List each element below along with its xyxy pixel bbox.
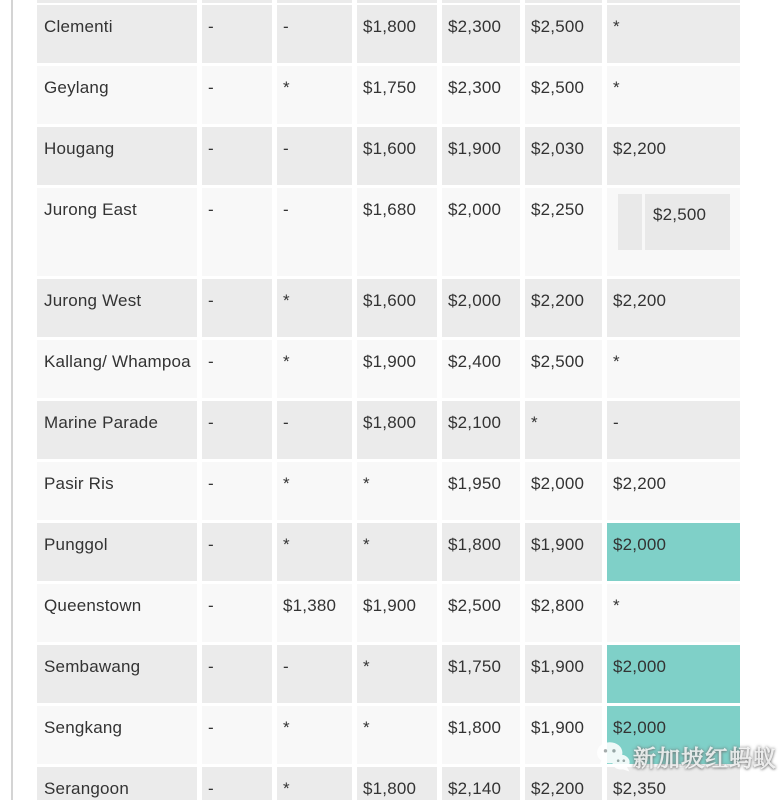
value-cell: $1,750 <box>442 645 520 703</box>
value-cell: $1,600 <box>357 127 437 185</box>
value-cell: - <box>202 188 272 276</box>
value-cell: * <box>607 584 740 642</box>
value-cell: $1,800 <box>357 5 437 63</box>
partial-row-top <box>37 0 740 3</box>
value-cell: $1,800 <box>357 767 437 800</box>
value-cell: $2,200 <box>607 462 740 520</box>
overlay-popup-spacer <box>618 194 642 250</box>
value-cell: $2,140 <box>442 767 520 800</box>
value-cell: $1,680 <box>357 188 437 276</box>
table-row <box>37 188 740 276</box>
value-cell: $1,380 <box>277 584 352 642</box>
value-cell: $2,200 <box>607 127 740 185</box>
table-row <box>37 401 740 459</box>
value-cell: $2,000 <box>525 462 602 520</box>
value-cell: $1,800 <box>442 706 520 764</box>
value-cell: - <box>202 584 272 642</box>
value-cell: $2,000 <box>607 523 740 581</box>
value-cell: $1,900 <box>525 706 602 764</box>
overlay-popup-label: $2,500 <box>645 194 730 250</box>
value-cell: - <box>202 340 272 398</box>
partial-cell <box>442 0 520 3</box>
value-cell: $1,900 <box>357 340 437 398</box>
value-cell: $1,600 <box>357 279 437 337</box>
value-cell: $2,200 <box>525 767 602 800</box>
town-cell: Jurong East <box>37 188 197 276</box>
value-cell: * <box>607 5 740 63</box>
partial-cell <box>202 0 272 3</box>
table-row <box>37 706 740 764</box>
value-cell: - <box>277 5 352 63</box>
value-cell: - <box>202 401 272 459</box>
town-cell: Pasir Ris <box>37 462 197 520</box>
value-cell: $2,400 <box>442 340 520 398</box>
value-cell: $2,300 <box>442 66 520 124</box>
value-cell: $2,500 <box>525 5 602 63</box>
value-cell: $1,900 <box>357 584 437 642</box>
rental-price-table <box>37 0 740 800</box>
value-cell: $2,000 <box>442 188 520 276</box>
overlay-popup <box>618 194 730 250</box>
partial-cell <box>277 0 352 3</box>
value-cell: $2,500 <box>525 340 602 398</box>
value-cell: - <box>202 127 272 185</box>
town-cell: Queenstown <box>37 584 197 642</box>
value-cell: * <box>525 401 602 459</box>
town-cell: Clementi <box>37 5 197 63</box>
table-row <box>37 66 740 124</box>
value-cell: - <box>202 706 272 764</box>
value-cell: - <box>202 5 272 63</box>
value-cell: $2,500 <box>442 584 520 642</box>
value-cell: $2,200 <box>525 279 602 337</box>
town-cell: Geylang <box>37 66 197 124</box>
town-cell: Jurong West <box>37 279 197 337</box>
table-row <box>37 645 740 703</box>
value-cell <box>607 188 740 276</box>
value-cell: $1,800 <box>442 523 520 581</box>
value-cell: - <box>202 523 272 581</box>
value-cell: - <box>202 645 272 703</box>
table-row <box>37 462 740 520</box>
table-row <box>37 5 740 63</box>
value-cell: * <box>357 645 437 703</box>
town-cell: Sembawang <box>37 645 197 703</box>
value-cell: $1,900 <box>442 127 520 185</box>
value-cell: * <box>607 66 740 124</box>
partial-cell <box>607 0 740 3</box>
watermark-text: 新加坡红蚂蚁 <box>633 745 777 771</box>
town-cell: Marine Parade <box>37 401 197 459</box>
value-cell: - <box>202 767 272 800</box>
value-cell: - <box>202 279 272 337</box>
town-cell: Hougang <box>37 127 197 185</box>
value-cell: $2,000 <box>607 645 740 703</box>
value-cell: $2,100 <box>442 401 520 459</box>
table-row <box>37 584 740 642</box>
value-cell: - <box>277 188 352 276</box>
table-row <box>37 127 740 185</box>
value-cell: - <box>607 401 740 459</box>
value-cell: $2,030 <box>525 127 602 185</box>
value-cell: $1,900 <box>525 645 602 703</box>
partial-cell <box>357 0 437 3</box>
table-row <box>37 523 740 581</box>
value-cell: $2,200 <box>607 279 740 337</box>
town-cell: Kallang/ Whampoa <box>37 340 197 398</box>
value-cell: $2,800 <box>525 584 602 642</box>
value-cell: $1,750 <box>357 66 437 124</box>
value-cell: $2,300 <box>442 5 520 63</box>
partial-cell <box>525 0 602 3</box>
value-cell: $2,500 <box>525 66 602 124</box>
value-cell: * <box>277 279 352 337</box>
value-cell: $2,350 <box>607 767 740 800</box>
value-cell: * <box>277 462 352 520</box>
value-cell: - <box>202 66 272 124</box>
value-cell: $1,800 <box>357 401 437 459</box>
value-cell: $1,900 <box>525 523 602 581</box>
town-cell: Punggol <box>37 523 197 581</box>
table-row <box>37 279 740 337</box>
town-cell: Sengkang <box>37 706 197 764</box>
value-cell: * <box>277 340 352 398</box>
value-cell: - <box>277 645 352 703</box>
page-left-rule <box>11 0 13 800</box>
value-cell: * <box>277 706 352 764</box>
value-cell: - <box>277 127 352 185</box>
value-cell: $1,950 <box>442 462 520 520</box>
value-cell: * <box>357 462 437 520</box>
table-row <box>37 767 740 800</box>
value-cell: * <box>357 706 437 764</box>
value-cell: - <box>277 401 352 459</box>
partial-cell <box>37 0 197 3</box>
value-cell: * <box>607 340 740 398</box>
value-cell: * <box>277 523 352 581</box>
value-cell: $2,250 <box>525 188 602 276</box>
town-cell: Serangoon <box>37 767 197 800</box>
value-cell: * <box>277 767 352 800</box>
value-cell: - <box>202 462 272 520</box>
value-cell: $2,000 <box>607 706 740 764</box>
value-cell: $2,000 <box>442 279 520 337</box>
value-cell: * <box>277 66 352 124</box>
table-row <box>37 340 740 398</box>
value-cell: * <box>357 523 437 581</box>
